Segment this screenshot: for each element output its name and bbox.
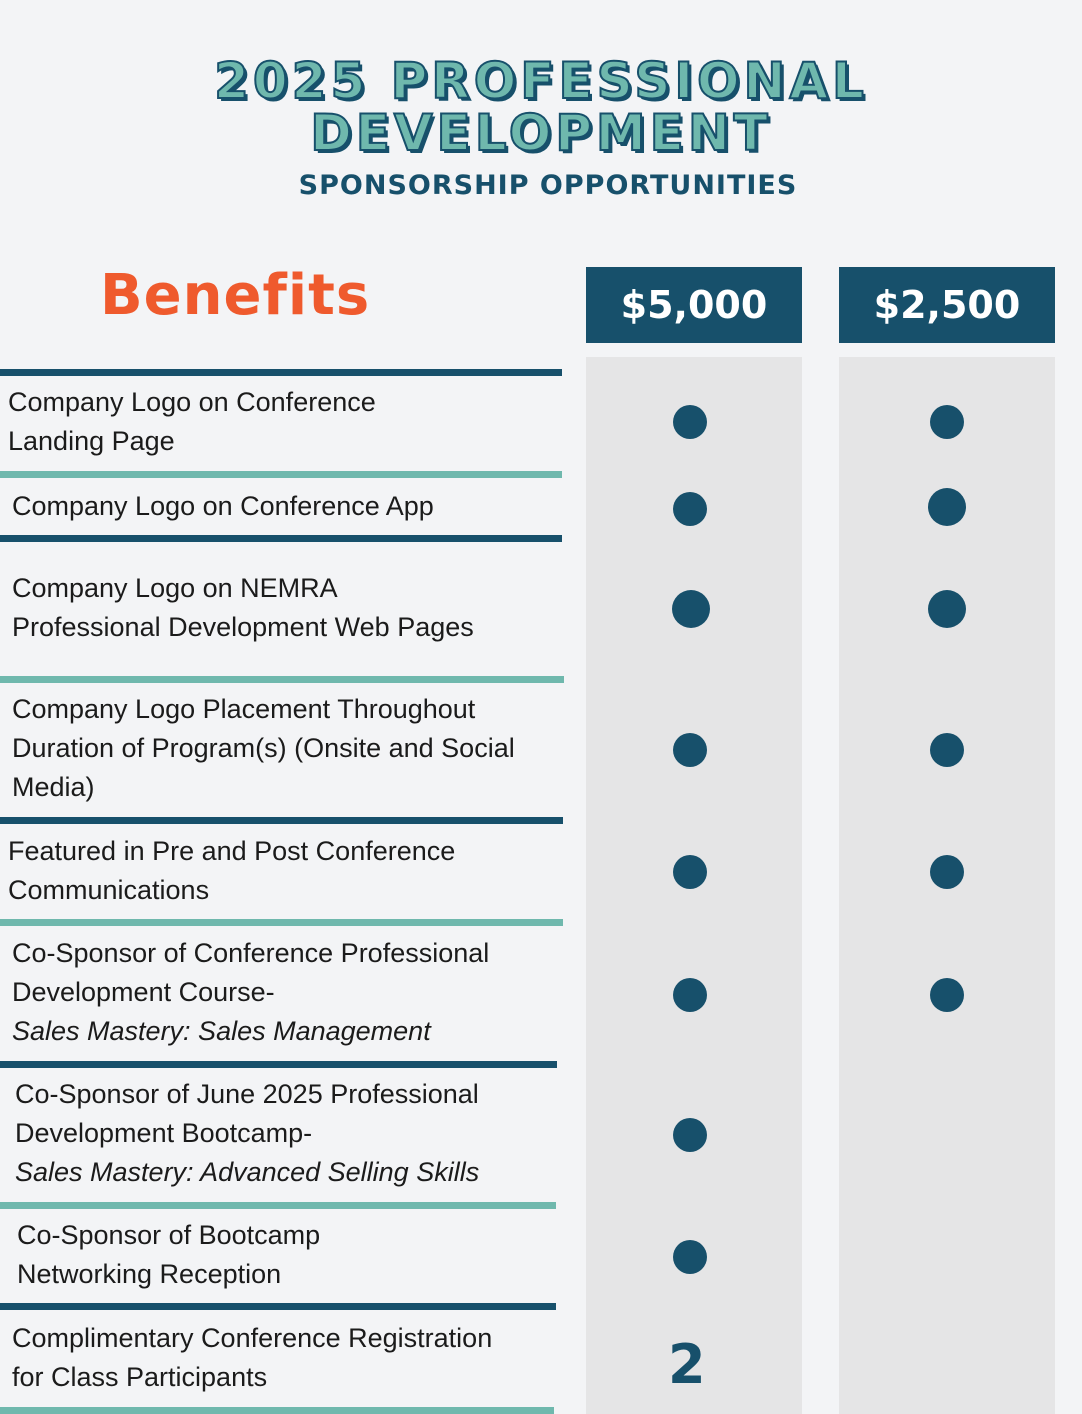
check-dot [673,492,707,526]
title-line-2: DEVELOPMENT [310,104,772,162]
check-dot [673,1240,707,1274]
benefit-text: Co-Sponsor of Bootcamp Networking Reception [17,1220,321,1289]
tier-header-5000: $5,000 [586,267,802,343]
check-dot [673,405,707,439]
check-dot [672,590,710,628]
benefit-text: Company Logo on Conference App [12,490,434,521]
benefit-row [8,383,568,461]
check-dot [930,405,964,439]
benefit-row [12,486,572,526]
benefit-text: Company Logo on NEMRA Professional Development Web Pages [12,572,474,642]
benefit-text: Company Logo Placement Throughout Duration of Program(s) (Onsite and Social Media) [12,694,515,802]
row-separator [0,1202,556,1209]
check-dot [673,978,707,1012]
benefit-row [17,1216,577,1294]
tier-header-2500: $2,500 [839,267,1055,343]
check-dot [930,733,964,767]
check-dot [930,855,964,889]
benefit-text: Co-Sponsor of June 2025 Professional Development Bootcamp- [15,1079,479,1148]
benefit-course-title: Sales Mastery: Sales Management [12,1016,431,1046]
check-dot [928,488,966,526]
row-separator [0,919,563,926]
check-dot [673,1118,707,1152]
row-separator [0,1407,554,1414]
benefit-row [8,832,568,910]
row-separator [0,471,562,478]
row-separator [0,1061,557,1068]
benefit-text: Complimentary Conference Registration for Class Participants [12,1323,493,1392]
benefit-text: Co-Sponsor of Conference Professional Development Course- [12,938,490,1007]
benefits-heading: Benefits [100,263,371,328]
check-dot [930,978,964,1012]
benefit-row [12,1319,572,1397]
benefit-row [15,1075,575,1192]
benefit-text: Featured in Pre and Post Conference Communications [8,836,456,905]
row-separator [0,1303,556,1310]
row-separator [0,676,564,683]
row-separator [0,817,563,824]
subtitle: SPONSORSHIP OPPORTUNITIES [298,170,798,201]
benefit-text: Company Logo on Conference Landing Page [8,387,376,456]
check-dot [673,733,707,767]
row-separator [0,369,562,376]
registration-count: 2 [668,1333,706,1396]
benefit-course-title: Sales Mastery: Advanced Selling Skills [15,1157,480,1187]
check-dot [673,855,707,889]
title-line-1: 2025 PROFESSIONAL [214,52,868,110]
benefit-row [12,934,572,1051]
benefit-row [12,549,572,666]
benefit-row [12,690,572,807]
check-dot [928,590,966,628]
row-separator [0,535,562,542]
